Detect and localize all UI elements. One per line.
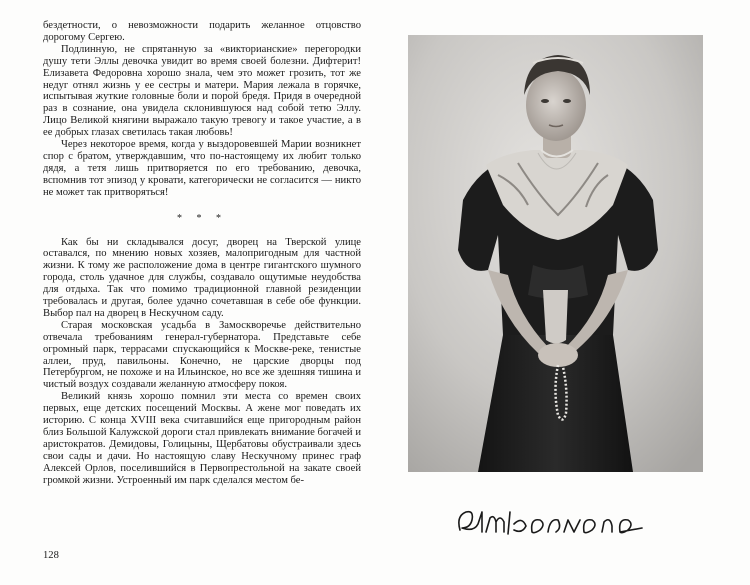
portrait-photo — [408, 35, 703, 472]
paragraph: Через некоторое время, когда у выздоровевшей Марии возникнет спор с братом, утверждавшим, что по-настоящему их любит только дядя, а тетя лишь притворяется по его требованию, девочка, вспомнив тот эпизод у кровати, категорически не согласится — никто не может так притворяться! — [43, 139, 361, 198]
page-number: 128 — [43, 550, 59, 561]
paragraph: Старая московская усадьба в Замоскворечье действительно отвечала требованиям генерал-губернатора. Представьте себе огромный парк, террасами спускающийся к Москве-реке, тенистые аллеи, пруд, павильоны. Конечно, не царские дворцы под Петербургом, не похоже и на Ильинское, но все же здешняя тишина и чистый воздух создавали желанную атмосферу покоя. — [43, 319, 361, 391]
paragraph: Великий князь хорошо помнил эти места со времен своих первых, еще детских посещений Москвы. А жене мог поведать их историю. С конца XVIII века считавшийся еще пригородным район близ Большой Калужской дороги стал привлекать внимание богачей и аристократов. Демидовы, Голицыны, Щербатовы обустраивали здесь свои сады и дачи. Но настоящую славу Нескучному принес граф Алексей Орлов, поселившийся в Первопрестольной на закате своей громкой жизни. Устроенный им парк сделался местом бе- — [43, 391, 361, 486]
paragraph: Подлинную, не спрятанную за «викторианские» перегородки душу тети Эллы девочка увидит во время своей болезни. Дифтерит! Елизавета Федоровна хорошо знала, чем это может грозить, тот же недуг отнял жизнь у ее сестры и матери. Мария лежала в горячке, испытывая жуткие головные боли и порой бредя. Придя в очередной раз в сознание, она увидела склонившуюся над собой тетю Эллу. Лицо Великой княгини выражало такую тревогу и такое участие, а в ее добрых глазах светилась такая любовь! — [43, 43, 361, 139]
section-separator: * * * — [177, 212, 227, 224]
paragraph: Как бы ни складывался досуг, дворец на Тверской улице оставался, по мнению новых хозяев, малопригодным для частной жизни. К тому же расположение дома в центре гигантского шумного города, столь удачное для службы, создавало ощутимые неудобства для отдыха. Так что помимо традиционной главной резиденции требовалась и другая, более удачно сочетавшая в себе обе функции. Выбор пал на дворец в Нескучном саду. — [43, 236, 361, 319]
left-page — [0, 0, 372, 585]
paragraph: бездетности, о невозможности подарить желанное отцовство дорогому Сергею. — [43, 20, 361, 43]
body-text — [43, 20, 361, 487]
portrait-illustration — [408, 35, 703, 472]
signature-icon — [452, 488, 652, 548]
right-page — [372, 0, 750, 585]
